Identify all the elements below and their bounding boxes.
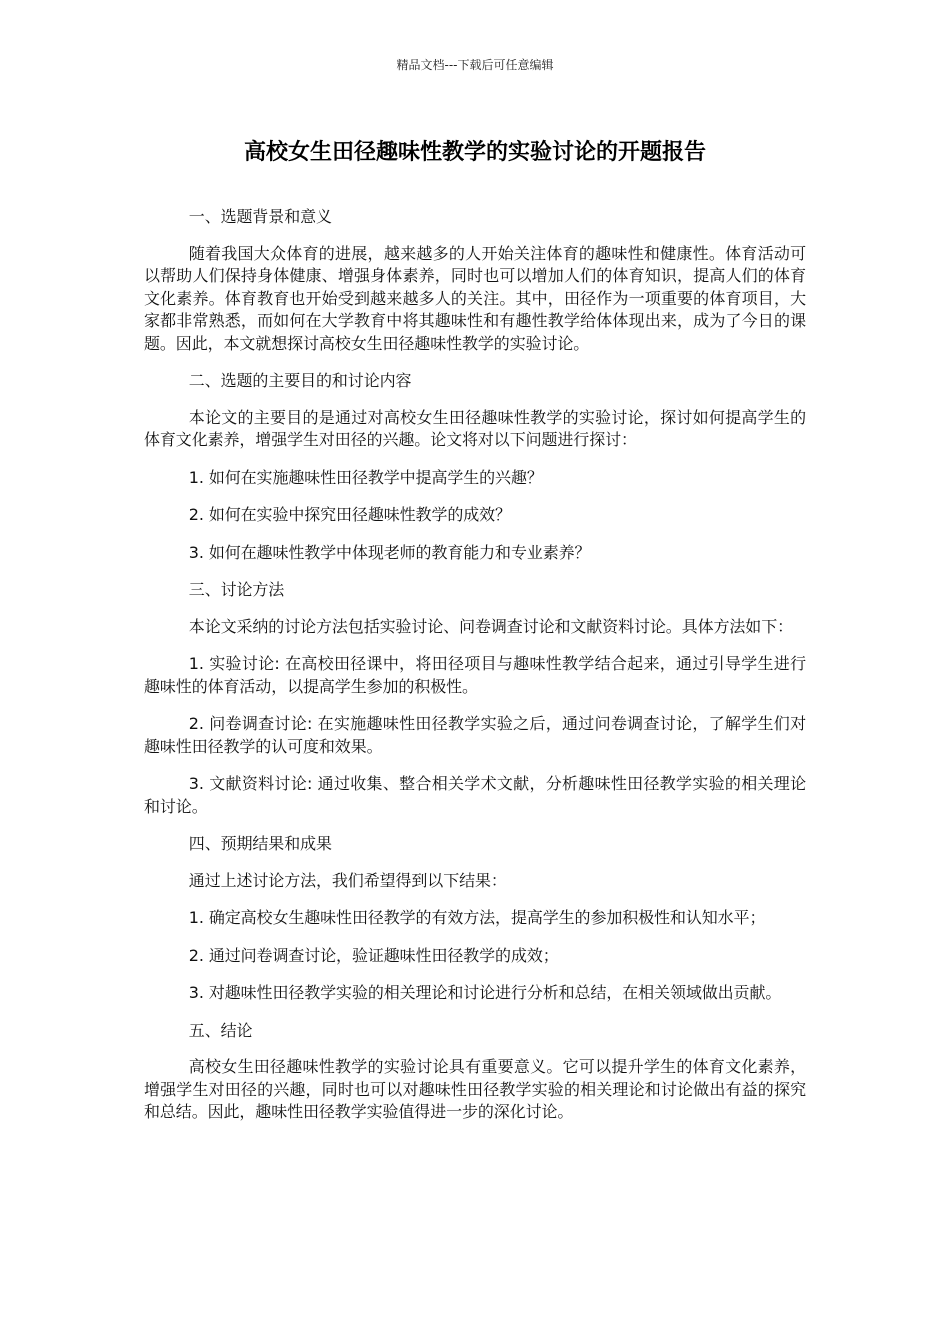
- paragraph-methods: 本论文采纳的讨论方法包括实验讨论、问卷调查讨论和文献资料讨论。具体方法如下：: [188, 616, 793, 636]
- document-body: [144, 206, 806, 1139]
- question-item-3: 3. 如何在趣味性教学中体现老师的教育能力和专业素养？: [188, 542, 591, 562]
- section-heading-conclusion: 五、结论: [188, 1020, 253, 1040]
- paragraph-background: 随着我国大众体育的进展，越来越多的人开始关注体育的趣味性和健康性。体育活动可以帮助人们保持身体健康、增强身体素养，同时也可以增加人们的体育知识，提高人们的体育文化素养。体育教育也开始受到越来越多人的关注。其中，田径作为一项重要的体育项目，大家都非常熟悉，而如何在大学教育中将其趣味性和有趣性教学给体体现出来，成为了今日的课题。因此，本文就想探讨高校女生田径趣味性教学的实验讨论。: [144, 243, 806, 353]
- section-heading-results: 四、预期结果和成果: [188, 834, 332, 853]
- header-note: 精品文档---下载后可任意编辑: [396, 58, 554, 72]
- paragraph-results: 通过上述讨论方法，我们希望得到以下结果：: [188, 870, 507, 890]
- paragraph-objectives: 本论文的主要目的是通过对高校女生田径趣味性教学的实验讨论，探讨如何提高学生的体育文化素养，增强学生对田径的兴趣。论文将对以下问题进行探讨：: [144, 407, 806, 449]
- paragraph-conclusion: 高校女生田径趣味性教学的实验讨论具有重要意义。它可以提升学生的体育文化素养，增强学生对田径的兴趣，同时也可以对趣味性田径教学实验的相关理论和讨论做出有益的探究和总结。因此，趣味性田径教学实验值得进一步的深化讨论。: [144, 1057, 806, 1121]
- method-item-1: 1. 实验讨论: 在高校田径课中，将田径项目与趣味性教学结合起来，通过引导学生进行趣味性的体育活动，以提高学生参加的积极性。: [144, 654, 806, 696]
- section-heading-methods: 三、讨论方法: [188, 580, 285, 599]
- result-item-1: 1. 确定高校女生趣味性田径教学的有效方法，提高学生的参加积极性和认知水平；: [188, 908, 766, 927]
- method-item-2: 2. 问卷调查讨论: 在实施趣味性田径教学实验之后，通过问卷调查讨论，了解学生们对趣味性田径教学的认可度和效果。: [144, 714, 806, 756]
- question-item-2: 2. 如何在实验中探究田径趣味性教学的成效？: [188, 505, 511, 524]
- section-heading-background: 一、选题背景和意义: [188, 207, 332, 226]
- section-heading-objectives: 二、选题的主要目的和讨论内容: [188, 371, 412, 390]
- document-title: 高校女生田径趣味性教学的实验讨论的开题报告: [243, 140, 706, 165]
- result-item-2: 2. 通过问卷调查讨论，验证趣味性田径教学的成效；: [188, 945, 559, 965]
- result-item-3: 3. 对趣味性田径教学实验的相关理论和讨论进行分析和总结，在相关领域做出贡献。: [188, 983, 782, 1002]
- question-item-1: 1. 如何在实施趣味性田径教学中提高学生的兴趣？: [188, 467, 543, 487]
- method-item-3: 3. 文献资料讨论: 通过收集、整合相关学术文献，分析趣味性田径教学实验的相关理论和讨论。: [144, 774, 806, 816]
